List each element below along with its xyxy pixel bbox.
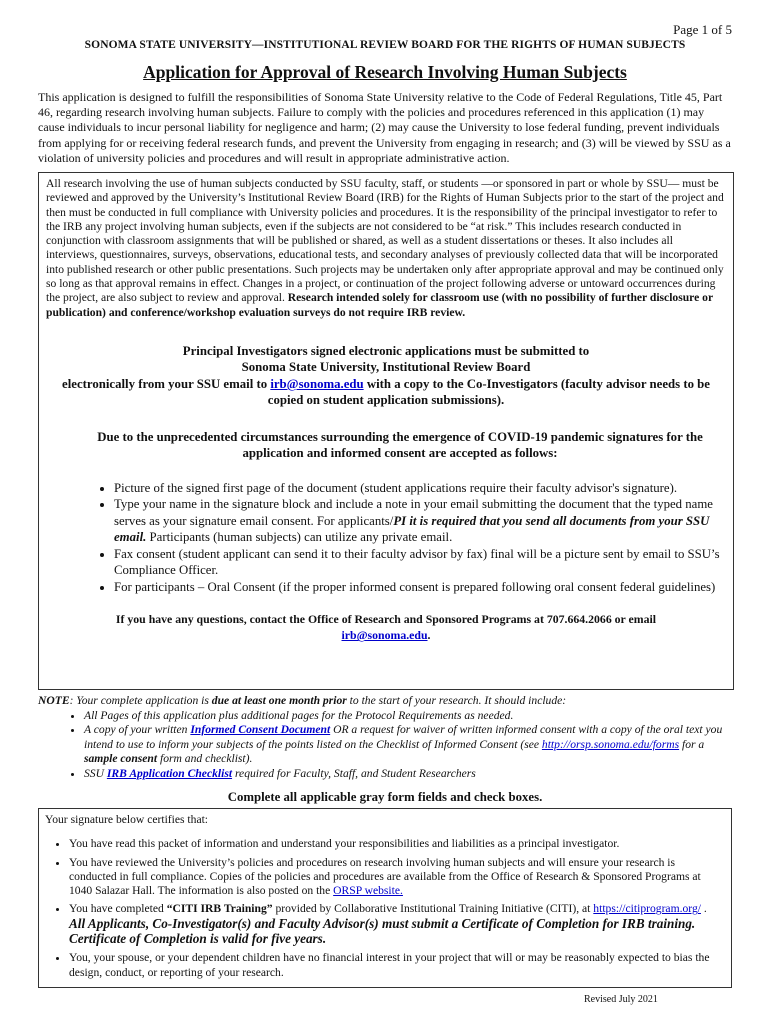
- orsp-website-link[interactable]: ORSP website.: [333, 884, 403, 898]
- covid-heading: Due to the unprecedented circumstances surrounding the emergence of COVID-19 pandemic signatures for the application and informed consent are accepted as follows:: [97, 429, 703, 461]
- signature-option-3: • Fax consent (student applicant can send it to their faculty advisor by fax) final will be a picture sent by email to SSU’s Compliance Officer.: [114, 546, 726, 579]
- note-item-2-bold: sample consent: [84, 752, 158, 765]
- cert-item-3-bold: “CITI IRB Training”: [166, 902, 273, 916]
- note-item-3-pre: SSU: [84, 766, 107, 780]
- note-lead-post: to the start of your research. It should include:: [346, 694, 567, 707]
- note-lead-pre: : Your complete application is: [69, 694, 212, 707]
- note-item-2-pre: A copy of your written: [84, 723, 191, 736]
- revised-date: Revised July 2021: [584, 994, 658, 1005]
- note-item-3-post: required for Faculty, Staff, and Student Researchers: [232, 766, 476, 780]
- note-section: [38, 694, 738, 781]
- irb-checklist-link[interactable]: IRB Application Checklist: [106, 766, 233, 780]
- submit-line-3-post: with a copy to the Co-Investigators (faculty advisor needs to be copied on student application submissions).: [267, 376, 710, 408]
- irb-email-link[interactable]: irb@sonoma.edu: [270, 376, 364, 391]
- option-2-post: Participants (human subjects) can utilize any private email.: [146, 530, 453, 545]
- cert-item-3-pre: You have completed: [69, 902, 167, 916]
- signature-option-4: • For participants – Oral Consent (if the proper informed consent is prepared following oral consent federal guidelines): [114, 579, 726, 596]
- contact-info: [46, 611, 726, 643]
- note-item-2-end: form and checklist).: [157, 752, 253, 765]
- certification-item-3: [69, 902, 725, 947]
- cert-item-3-mid: provided by Collaborative Institutional Training Initiative (CITI), at: [272, 902, 594, 916]
- option-2-emphasis: PI it is required that you send all documents from your SSU email.: [114, 513, 710, 545]
- note-item-2: [84, 723, 738, 767]
- note-lead-bold: due at least one month prior: [211, 694, 347, 707]
- certification-list: [45, 837, 725, 980]
- certification-item-2: [69, 856, 725, 899]
- note-lead: [38, 694, 738, 709]
- complete-heading: Complete all applicable gray form fields and check boxes.: [227, 790, 543, 804]
- citi-requirement: All Applicants, Co-Investigator(s) and Faculty Advisor(s) must submit a Certificate of Completion for IRB training. Certificate of Completion is valid for five years.: [69, 915, 696, 947]
- contact-text: If you have any questions, contact the Office of Research and Sponsored Programs at 707.664.2066 or email: [115, 612, 657, 627]
- page-number: Page 1 of 5: [673, 22, 732, 37]
- contact-period: .: [427, 628, 431, 643]
- note-item-2-mid: OR a request for waiver of written informed consent with a copy of the oral text you intend to use to inform your subjects of the points listed on the Checklist of Informed Consent (see: [84, 723, 723, 751]
- submit-line-3-pre: electronically from your SSU email to: [62, 376, 271, 391]
- certification-box: [38, 808, 732, 988]
- submission-instructions: [46, 343, 726, 409]
- note-list: [38, 709, 738, 782]
- submit-line-3: [46, 376, 726, 409]
- header-line: SONOMA STATE UNIVERSITY—INSTITUTIONAL REVIEW BOARD FOR THE RIGHTS OF HUMAN SUBJECTS: [84, 39, 686, 51]
- requirements-text: All research involving the use of human subjects conducted by SSU faculty, staff, or students —or sponsored in part or whole by SSU— must be reviewed and approved by the University’s Institutional Review Board (IRB) for the Rights of Human Subjects prior to the start of the project and then must be conducted in full compliance with University policies and procedures. It is the responsibility of the principal investigator to refer to the IRB any project involving human subjects, even if the subjects are not considered to be “at risk.” This includes research conducted in conjunction with classroom assignments that will be published or shared, as well as a student dissertations or theses. It also includes all interviews, questionnaires, surveys, observations, educational tests, and secondary analyses of previously collected data that will be incorporated into published research or other public presentations. Such projects may be undertaken only after appropriate approval and may be continued only so long as that approval remains in effect. Changes in a project, or continuation of the project following adverse or untoward occurrences during the project, are also subject to review and approval.: [46, 177, 724, 305]
- note-item-3: [84, 767, 738, 782]
- cert-item-2-pre: You have reviewed the University’s policies and procedures on research involving human subjects and will ensure your research is conducted in full compliance. Copies of the policies and procedures are available from the Office of Research & Sponsored Programs at 1040 Salazar Hall. The information is also posted on the: [69, 855, 701, 898]
- orsp-forms-link[interactable]: http://orsp.sonoma.edu/forms: [541, 737, 680, 751]
- signature-options-list: [46, 480, 726, 596]
- classroom-exemption: Research intended solely for classroom use (with no possibility of further disclosure or publication) and conference/workshop evaluation surveys do not require IRB review.: [46, 291, 713, 319]
- note-label: NOTE: [38, 694, 70, 707]
- certification-intro: Your signature below certifies that:: [45, 813, 209, 826]
- certification-item-1: • You have read this packet of information and understand your responsibilities and liabilities as a principal investigator.: [69, 837, 725, 851]
- submit-line-2: Sonoma State University, Institutional Review Board: [241, 360, 531, 375]
- note-item-1: • All Pages of this application plus additional pages for the Protocol Requirements as needed.: [84, 709, 738, 724]
- intro-paragraph: This application is designed to fulfill the responsibilities of Sonoma State University relative to the Code of Federal Regulations, Title 45, Part 46, regarding research involving human subjects. Failure to comply with the policies and procedures referenced in this application (1) may cause individuals to incur personal liability for negligence and harm; (2) may cause the University to lose federal funding, prevent individuals from applying for or receiving federal research funds, and prevent the University from engaging in research; and (3) will be viewed by SSU as a violation of university policies and procedures and will result in appropriate administrative action.: [38, 90, 731, 165]
- submit-line-1: Principal Investigators signed electronic applications must be submitted to: [182, 343, 590, 358]
- requirements-box: [38, 172, 734, 690]
- contact-email-link[interactable]: irb@sonoma.edu: [341, 628, 428, 643]
- page-title: Application for Approval of Research Involving Human Subjects: [143, 62, 627, 82]
- requirements-paragraph: [46, 177, 726, 320]
- certification-item-4: • You, your spouse, or your dependent children have no financial interest in your project that will or may be reasonably expected to bias the design, conduct, or reporting of your research.: [69, 951, 725, 980]
- cert-item-3-dot: .: [700, 902, 707, 916]
- note-item-2-for: for a: [679, 737, 705, 751]
- informed-consent-link[interactable]: Informed Consent Document: [190, 723, 331, 736]
- signature-option-1: • Picture of the signed first page of the document (student applications require their faculty advisor's signature).: [114, 480, 726, 497]
- citi-program-link[interactable]: https://citiprogram.org/: [593, 902, 701, 916]
- option-2-pre: Type your name in the signature block and include a note in your email submitting the document that the typed name serves as your signature email consent. For applicants/: [114, 497, 713, 528]
- signature-option-2: [114, 496, 726, 546]
